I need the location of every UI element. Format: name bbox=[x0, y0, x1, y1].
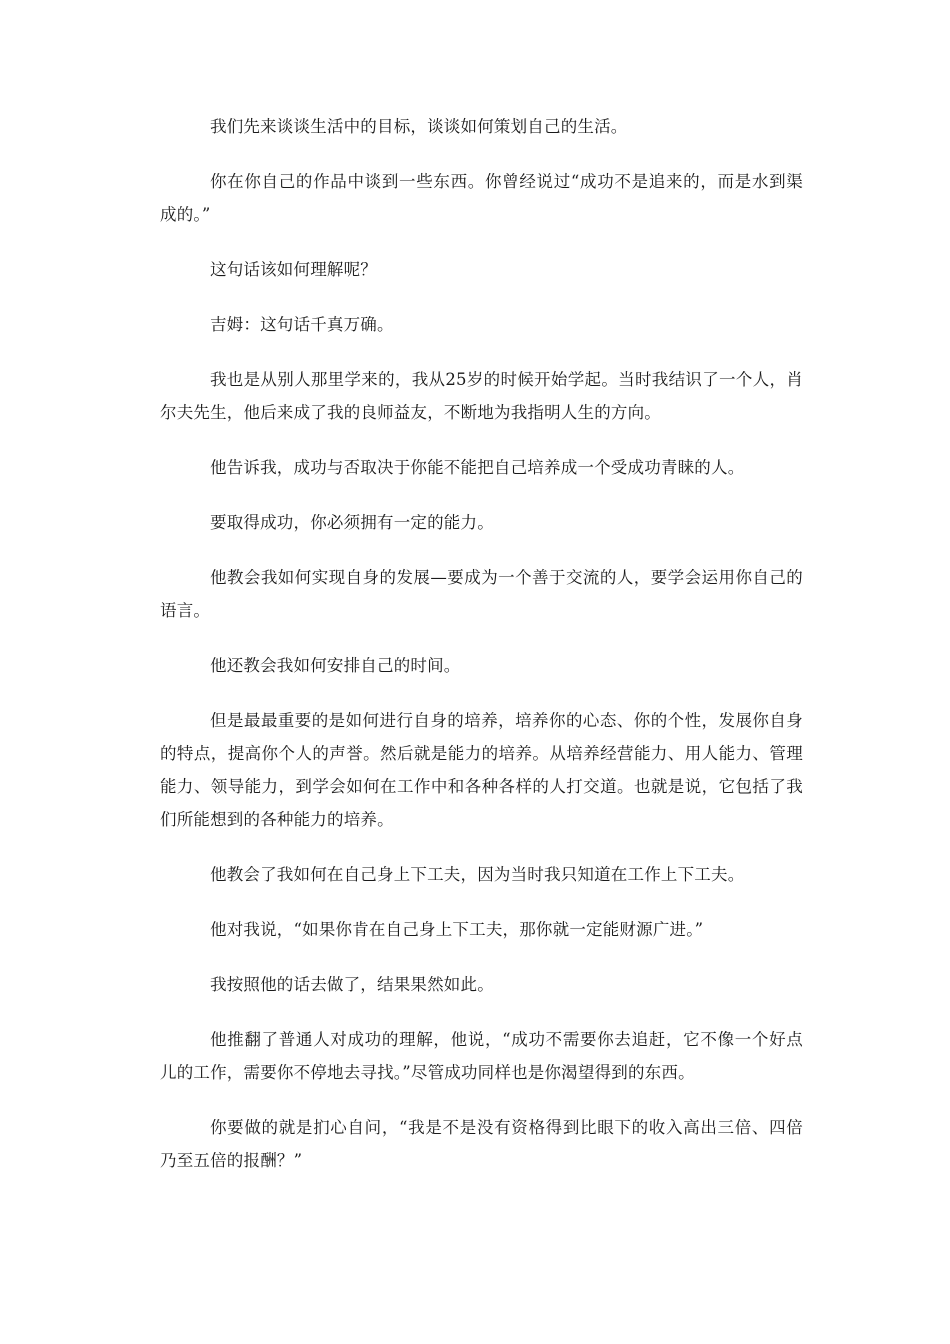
paragraph: 他对我说，“如果你肯在自己身上下工夫，那你就一定能财源广进。” bbox=[210, 920, 704, 939]
document-body bbox=[160, 110, 803, 1199]
paragraph: 他教会了我如何在自己身上下工夫，因为当时我只知道在工作上下工夫。 bbox=[210, 865, 745, 884]
paragraph: 他教会我如何实现自身的发展—要成为一个善于交流的人，要学会运用你自己的语言。 bbox=[160, 568, 803, 620]
paragraph: 我也是从别人那里学来的，我从25岁的时候开始学起。当时我结识了一个人，肖尔夫先生，他后来成了我的良师益友，不断地为我指明人生的方向。 bbox=[160, 370, 803, 422]
paragraph: 你要做的就是扪心自问，“我是不是没有资格得到比眼下的收入高出三倍、四倍乃至五倍的报酬？” bbox=[160, 1118, 803, 1170]
paragraph: 要取得成功，你必须拥有一定的能力。 bbox=[210, 513, 494, 532]
paragraph: 他告诉我，成功与否取决于你能不能把自己培养成一个受成功青睐的人。 bbox=[210, 458, 745, 477]
paragraph: 但是最最重要的是如何进行自身的培养，培养你的心态、你的个性，发展你自身的特点，提高你个人的声誉。然后就是能力的培养。从培养经营能力、用人能力、管理能力、领导能力，到学会如何在工作中和各种各样的人打交道。也就是说，它包括了我们所能想到的各种能力的培养。 bbox=[160, 711, 803, 829]
paragraph: 我按照他的话去做了，结果果然如此。 bbox=[210, 975, 494, 994]
paragraph: 我们先来谈谈生活中的目标，谈谈如何策划自己的生活。 bbox=[210, 117, 628, 136]
paragraph: 这句话该如何理解呢？ bbox=[210, 260, 377, 279]
paragraph: 吉姆：这句话千真万确。 bbox=[210, 315, 394, 334]
paragraph: 他推翻了普通人对成功的理解，他说，“成功不需要你去追赶，它不像一个好点儿的工作，需要你不停地去寻找。”尽管成功同样也是你渴望得到的东西。 bbox=[160, 1030, 803, 1082]
paragraph: 他还教会我如何安排自己的时间。 bbox=[210, 656, 461, 675]
paragraph: 你在你自己的作品中谈到一些东西。你曾经说过“成功不是追来的，而是水到渠成的。” bbox=[160, 172, 803, 224]
